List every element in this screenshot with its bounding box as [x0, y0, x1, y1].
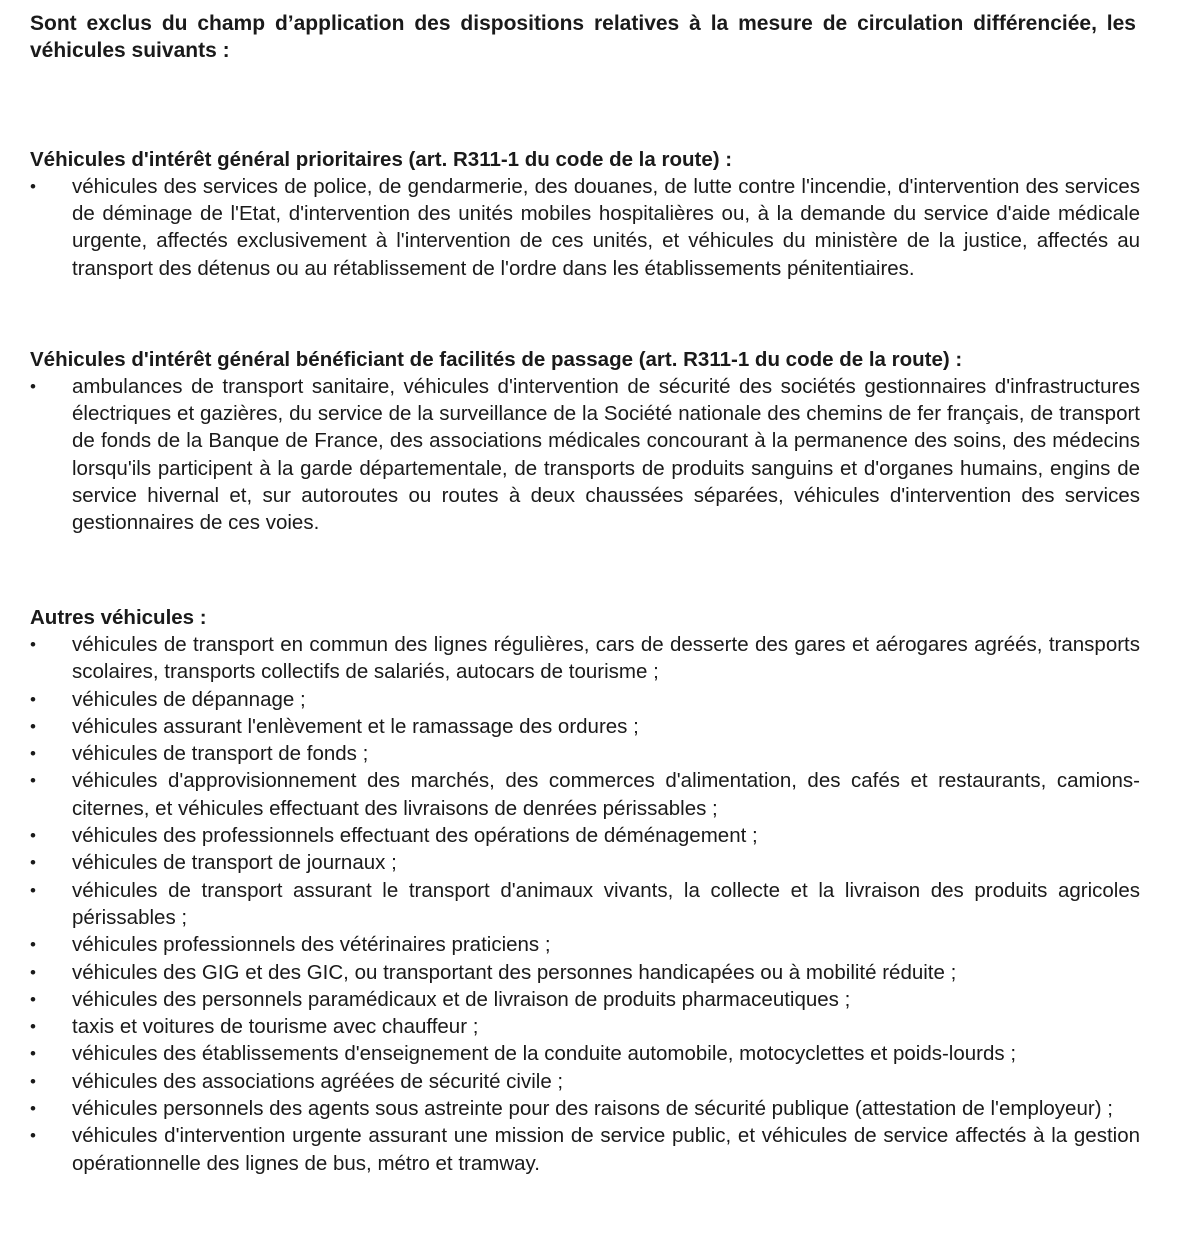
- list-item-text: véhicules professionnels des vétérinaires praticiens ;: [72, 933, 551, 957]
- bullet-icon: •: [30, 771, 36, 791]
- list-item: [30, 931, 1140, 958]
- list-item: [30, 631, 1140, 686]
- list-item: [30, 1122, 1140, 1177]
- list-item-text: véhicules assurant l'enlèvement et le ramassage des ordures ;: [72, 714, 639, 738]
- list-item: [30, 713, 1140, 740]
- bullet-icon: •: [30, 989, 36, 1009]
- bullet-icon: •: [30, 635, 36, 654]
- list-item-text: véhicules de dépannage ;: [72, 687, 306, 711]
- bullet-icon: •: [30, 826, 36, 846]
- list-item: [30, 822, 1140, 849]
- list-item: [30, 877, 1140, 932]
- list-item-text: véhicules des GIG et des GIC, ou transportant des personnes handicapées ou à mobilité réduite ;: [72, 960, 957, 984]
- bullet-icon: •: [30, 1071, 36, 1091]
- bullet-icon: •: [30, 716, 36, 736]
- bullet-icon: •: [30, 1017, 36, 1037]
- bullet-icon: •: [30, 880, 36, 900]
- list-item: [30, 686, 1140, 713]
- bullet-icon: •: [30, 177, 36, 196]
- list-item-text: véhicules des personnels paramédicaux et de livraison de produits pharmaceutiques ;: [72, 987, 851, 1011]
- list-item-text: véhicules de transport de fonds ;: [72, 742, 369, 766]
- bullet-icon: •: [30, 689, 36, 709]
- item-list: [30, 373, 1140, 536]
- bullet-icon: •: [30, 853, 36, 873]
- list-item: [30, 986, 1140, 1013]
- section-other-vehicles: [30, 604, 1140, 1177]
- list-item: [30, 373, 1140, 536]
- list-item-text: véhicules d'intervention urgente assurant une mission de service public, et véhicules de service affectés à la gestion opérationnelle des lignes de bus, métro et tramway.: [72, 1124, 1140, 1175]
- item-list: [30, 631, 1140, 1177]
- list-item: [30, 740, 1140, 767]
- bullet-icon: •: [30, 1044, 36, 1064]
- list-item-text: véhicules de transport assurant le transport d'animaux vivants, la collecte et la livraison des produits agricoles périssables ;: [72, 878, 1140, 929]
- list-item: [30, 1013, 1140, 1040]
- bullet-icon: •: [30, 962, 36, 982]
- list-item: [30, 767, 1140, 822]
- bullet-icon: •: [30, 1126, 36, 1146]
- list-item-text: véhicules de transport de journaux ;: [72, 851, 397, 875]
- list-item-text: véhicules des professionnels effectuant des opérations de déménagement ;: [72, 824, 758, 848]
- section-heading: Véhicules d'intérêt général bénéficiant de facilités de passage (art. R311-1 du code de la route) :: [30, 348, 963, 371]
- item-list: [30, 173, 1140, 282]
- section-heading: Véhicules d'intérêt général prioritaires (art. R311-1 du code de la route) :: [30, 148, 733, 171]
- bullet-icon: •: [30, 377, 36, 396]
- list-item-text: véhicules d'approvisionnement des marchés, des commerces d'alimentation, des cafés et restaurants, camions-citernes, et véhicules effectuant des livraisons de denrées périssables ;: [72, 769, 1140, 820]
- intro-paragraph: Sont exclus du champ d’application des dispositions relatives à la mesure de circulation différenciée, les véhicules suivants :: [30, 12, 1136, 62]
- section-heading: Autres véhicules :: [30, 606, 207, 629]
- bullet-icon: •: [30, 1099, 36, 1119]
- list-item: [30, 1095, 1140, 1122]
- list-item: [30, 173, 1140, 282]
- list-item-text: véhicules des associations agréées de sécurité civile ;: [72, 1069, 564, 1093]
- list-item-text: ambulances de transport sanitaire, véhicules d'intervention de sécurité des sociétés gestionnaires d'infrastructures électriques et gazières, du service de la surveillance de la Société nationale des chemins de fer français, de transport de fonds de la Banque de France, des associations médicales concourant à la permanence des soins, des médecins lorsqu'ils participent à la garde départementale, de transports de produits sanguins et d'organes humains, engins de service hivernal et, sur autoroutes ou routes à deux chaussées séparées, véhicules d'intervention des services gestionnaires de ces voies.: [72, 375, 1140, 535]
- bullet-icon: •: [30, 935, 36, 955]
- list-item-text: taxis et voitures de tourisme avec chauffeur ;: [72, 1015, 479, 1039]
- list-item-text: véhicules des services de police, de gendarmerie, des douanes, de lutte contre l'incendie, d'intervention des services de déminage de l'Etat, d'intervention des unités mobiles hospitalières ou, à la demande du service d'aide médicale urgente, affectés exclusivement à l'intervention de ces unités, et véhicules du ministère de la justice, affectés au transport des détenus ou au rétablissement de l'ordre dans les établissements pénitentiaires.: [72, 175, 1140, 280]
- section-passage-vehicles: [30, 346, 1140, 536]
- list-item-text: véhicules des établissements d'enseignement de la conduite automobile, motocyclettes et poids-lourds ;: [72, 1042, 1017, 1066]
- list-item-text: véhicules de transport en commun des lignes régulières, cars de desserte des gares et aérogares agréés, transports scolaires, transports collectifs de salariés, autocars de tourisme ;: [72, 633, 1140, 684]
- list-item: [30, 1040, 1140, 1067]
- section-priority-vehicles: [30, 146, 1140, 282]
- bullet-icon: •: [30, 744, 36, 764]
- list-item: [30, 959, 1140, 986]
- list-item: [30, 1068, 1140, 1095]
- list-item-text: véhicules personnels des agents sous astreinte pour des raisons de sécurité publique (attestation de l'employeur) ;: [72, 1097, 1113, 1121]
- list-item: [30, 849, 1140, 876]
